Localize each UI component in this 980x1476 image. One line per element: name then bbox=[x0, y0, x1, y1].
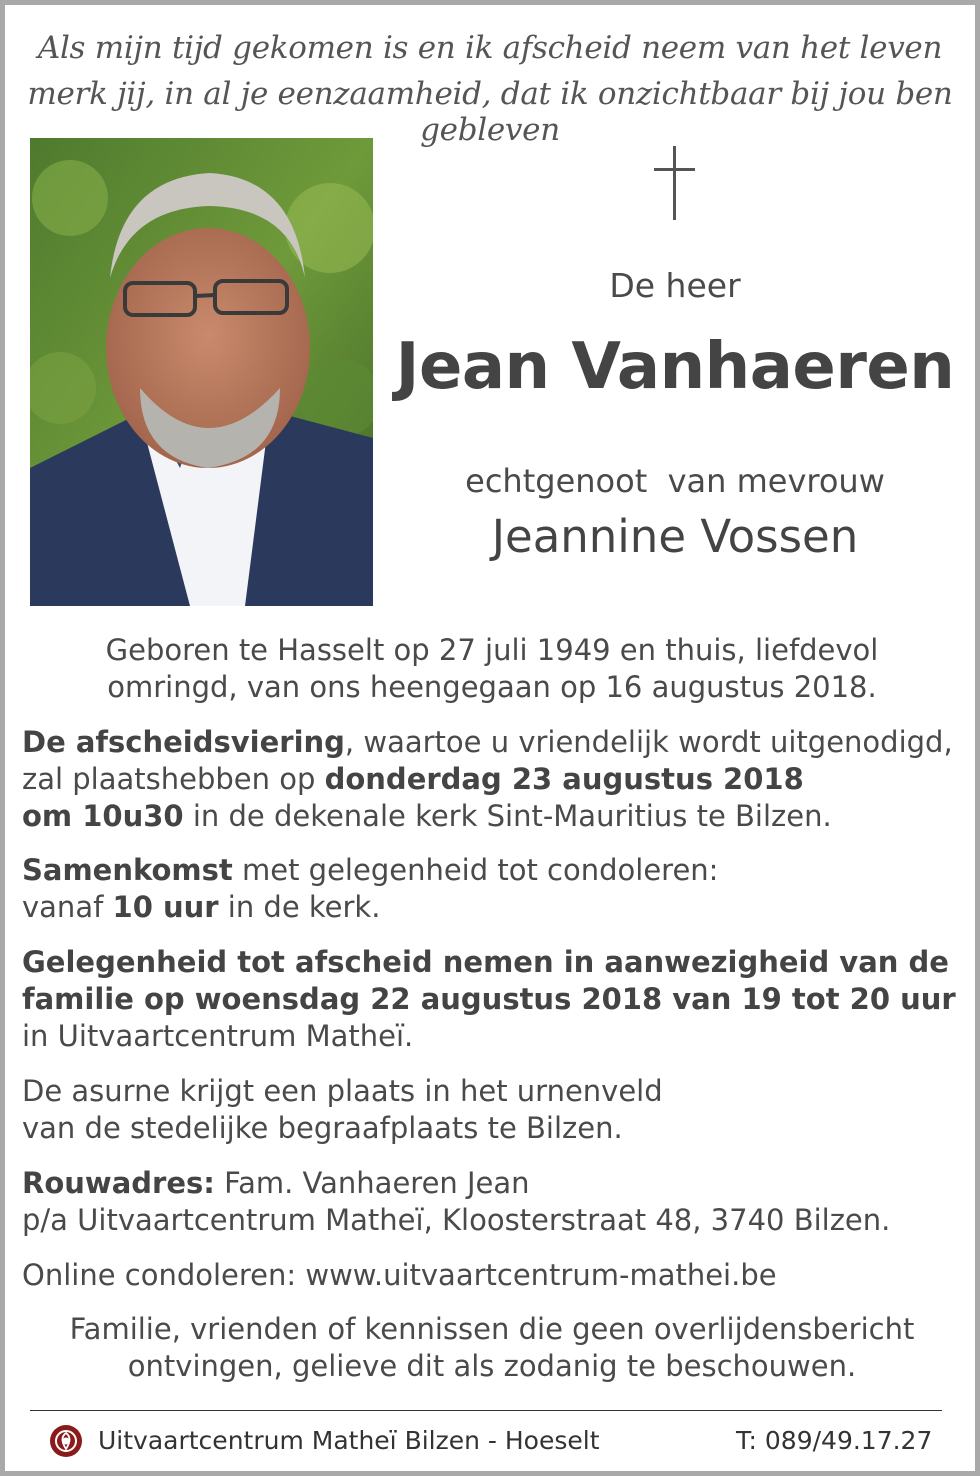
birth-line-1: Geboren te Hasselt op 27 juli 1949 en thuis, liefdevol bbox=[105, 633, 879, 667]
portrait-photo bbox=[30, 138, 373, 606]
address-paragraph bbox=[22, 1165, 962, 1239]
farewell-line-3: in Uitvaartcentrum Matheï. bbox=[22, 1019, 414, 1053]
poem-line-1: Als mijn tijd gekomen is en ik afscheid neem van het leven bbox=[37, 30, 943, 66]
address-street: p/a Uitvaartcentrum Matheï, Kloosterstraat 48, 3740 Bilzen. bbox=[22, 1203, 891, 1237]
gathering-title: Samenkomst bbox=[22, 853, 233, 887]
poem-line-2: merk jij, in al je eenzaamheid, dat ik onzichtbaar bij jou ben gebleven bbox=[27, 76, 953, 148]
ceremony-location: in de dekenale kerk Sint-Mauritius te Bilzen. bbox=[183, 799, 832, 833]
urn-paragraph bbox=[22, 1073, 962, 1147]
farewell-line-2: familie op woensdag 22 augustus 2018 van 19 tot 20 uur bbox=[22, 982, 956, 1016]
birth-paragraph bbox=[22, 632, 962, 706]
birth-line-2: omringd, van ons heengegaan op 16 augustus 2018. bbox=[107, 670, 877, 704]
portrait-image bbox=[30, 138, 373, 606]
spouse-name: Jeannine Vossen bbox=[491, 510, 859, 563]
farewell-paragraph bbox=[22, 944, 962, 1055]
gathering-text-1: met gelegenheid tot condoleren: bbox=[232, 853, 719, 887]
online-condolence: Online condoleren: www.uitvaartcentrum-mathei.be bbox=[22, 1258, 777, 1292]
address-label: Rouwadres: bbox=[22, 1166, 215, 1200]
ceremony-text-1: , waartoe u vriendelijk wordt uitgenodigd, bbox=[344, 725, 953, 759]
spouse-intro: echtgenoot van mevrouw bbox=[465, 462, 885, 500]
address-name: Fam. Vanhaeren Jean bbox=[214, 1166, 530, 1200]
farewell-line-1: Gelegenheid tot afscheid nemen in aanwezigheid van de bbox=[22, 945, 949, 979]
gathering-paragraph bbox=[22, 852, 962, 926]
salutation: De heer bbox=[609, 266, 741, 305]
ceremony-paragraph bbox=[22, 724, 962, 835]
ceremony-title: De afscheidsviering bbox=[22, 725, 345, 759]
footer-company: Uitvaartcentrum Matheï Bilzen - Hoeselt bbox=[98, 1426, 600, 1455]
notice-line-2: ontvingen, gelieve dit als zodanig te beschouwen. bbox=[127, 1349, 857, 1383]
notice-line-1: Familie, vrienden of kennissen die geen overlijdensbericht bbox=[69, 1312, 915, 1346]
ceremony-time: om 10u30 bbox=[22, 799, 184, 833]
gathering-time: 10 uur bbox=[112, 890, 219, 924]
footer-phone: T: 089/49.17.27 bbox=[736, 1426, 933, 1455]
urn-line-2: van de stedelijke begraafplaats te Bilzen. bbox=[22, 1111, 623, 1145]
gathering-text-3: in de kerk. bbox=[218, 890, 381, 924]
ceremony-date: donderdag 23 augustus 2018 bbox=[324, 762, 804, 796]
footer-divider bbox=[30, 1410, 942, 1411]
rose-logo-icon bbox=[49, 1424, 83, 1458]
urn-line-1: De asurne krijgt een plaats in het urnenveld bbox=[22, 1074, 663, 1108]
cross-icon bbox=[673, 146, 676, 220]
gathering-text-2: vanaf bbox=[22, 890, 113, 924]
ceremony-text-2: zal plaatshebben op bbox=[22, 762, 325, 796]
deceased-name: Jean Vanhaeren bbox=[395, 330, 955, 404]
notice-paragraph bbox=[22, 1311, 962, 1385]
